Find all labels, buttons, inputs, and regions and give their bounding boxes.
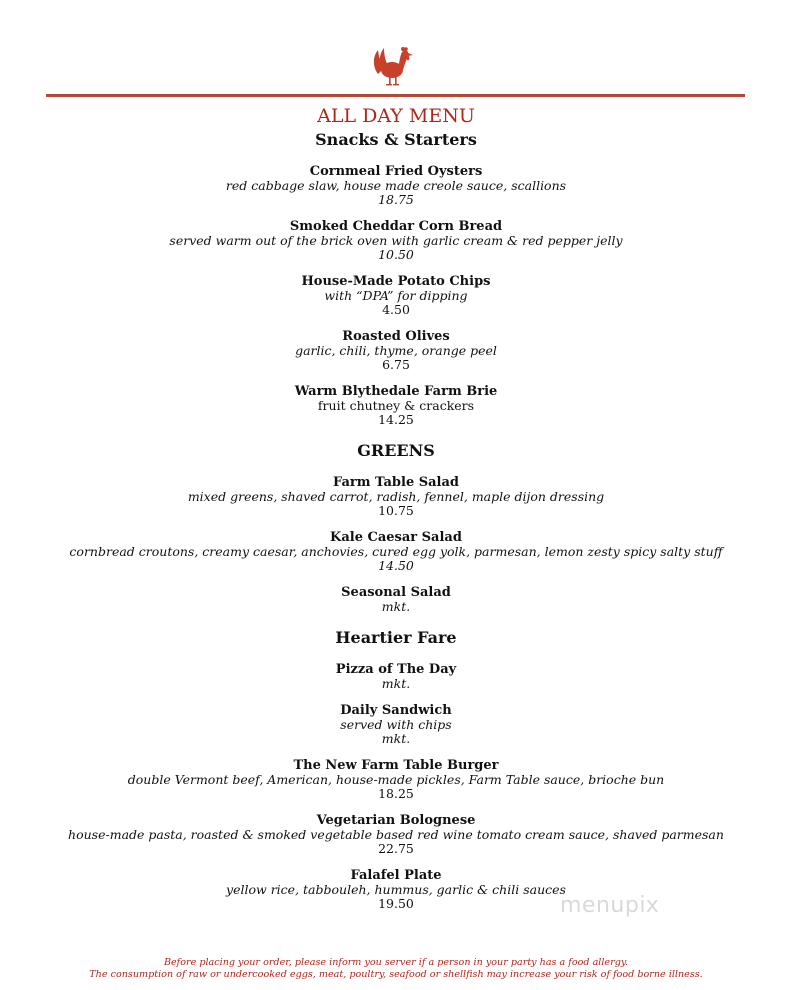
item-price: 4.50: [382, 302, 410, 317]
menu-item: [0, 220, 792, 261]
menu-title: ALL DAY MENU: [317, 105, 475, 127]
menu-item: [0, 531, 792, 572]
section-title: GREENS: [357, 441, 435, 460]
menu-item: [0, 165, 792, 206]
item-description: cornbread croutons, creamy caesar, anchovies, cured egg yolk, parmesan, lemon zesty spicy salty stuff: [69, 544, 723, 559]
item-name: Kale Caesar Salad: [330, 530, 462, 545]
menu-item: [0, 385, 792, 426]
menu-item: [0, 704, 792, 745]
footer-line-2: The consumption of raw or undercooked eggs, meat, poultry, seafood or shellfish may increase your risk of food borne illness.: [89, 969, 703, 980]
item-name: The New Farm Table Burger: [293, 758, 499, 773]
menu-item: [0, 663, 792, 690]
item-description: with “DPA” for dipping: [324, 288, 468, 303]
item-name: Pizza of The Day: [335, 662, 457, 677]
menu-item: [0, 330, 792, 371]
watermark: menupix: [560, 893, 660, 918]
item-price: 14.50: [378, 558, 414, 573]
item-price: 10.50: [378, 247, 414, 262]
item-price: 18.75: [378, 192, 414, 207]
item-name: Roasted Olives: [342, 329, 450, 344]
item-price: 14.25: [378, 412, 414, 427]
item-name: Warm Blythedale Farm Brie: [294, 384, 498, 399]
item-price: mkt.: [381, 676, 411, 691]
item-description: served warm out of the brick oven with garlic cream & red pepper jelly: [169, 233, 623, 248]
section-title: Snacks & Starters: [315, 130, 477, 149]
menu-item: [0, 814, 792, 855]
menu-body: [0, 103, 792, 924]
section-greens: [0, 440, 792, 613]
item-name: House-Made Potato Chips: [301, 274, 491, 289]
item-description: house-made pasta, roasted & smoked vegetable based red wine tomato cream sauce, shaved parmesan: [68, 827, 724, 842]
section-title: Heartier Fare: [335, 628, 457, 647]
menu-item: [0, 275, 792, 316]
section-heartier-fare: [0, 627, 792, 910]
item-name: Falafel Plate: [350, 868, 442, 883]
item-description: yellow rice, tabbouleh, hummus, garlic & chili sauces: [226, 882, 566, 897]
menu-item: [0, 759, 792, 800]
section-snacks-starters: [0, 129, 792, 426]
footer-line-1: Before placing your order, please inform you server if a person in your party has a food allergy.: [163, 957, 629, 968]
rooster-logo-icon: [370, 44, 416, 88]
menu-item: [0, 476, 792, 517]
item-name: Smoked Cheddar Corn Bread: [289, 219, 503, 234]
item-description: fruit chutney & crackers: [317, 398, 475, 413]
item-price: 22.75: [378, 841, 414, 856]
menu-item: [0, 869, 792, 910]
allergy-notice: [0, 957, 792, 981]
header-divider: [46, 94, 745, 97]
item-name: Cornmeal Fried Oysters: [309, 164, 483, 179]
item-price: 10.75: [378, 503, 414, 518]
menu-item: [0, 586, 792, 613]
item-price: 19.50: [378, 896, 414, 911]
item-description: mixed greens, shaved carrot, radish, fennel, maple dijon dressing: [187, 489, 605, 504]
item-price: 18.25: [378, 786, 414, 801]
item-price: 6.75: [382, 357, 410, 372]
item-name: Farm Table Salad: [332, 475, 459, 490]
item-description: double Vermont beef, American, house-made pickles, Farm Table sauce, brioche bun: [127, 772, 665, 787]
item-name: Daily Sandwich: [340, 703, 452, 718]
item-description: red cabbage slaw, house made creole sauce, scallions: [225, 178, 567, 193]
item-price: mkt.: [381, 731, 411, 746]
item-price: mkt.: [381, 599, 411, 614]
item-name: Vegetarian Bolognese: [316, 813, 476, 828]
item-description: served with chips: [340, 717, 452, 732]
item-name: Seasonal Salad: [341, 585, 451, 600]
item-description: garlic, chili, thyme, orange peel: [295, 343, 497, 358]
